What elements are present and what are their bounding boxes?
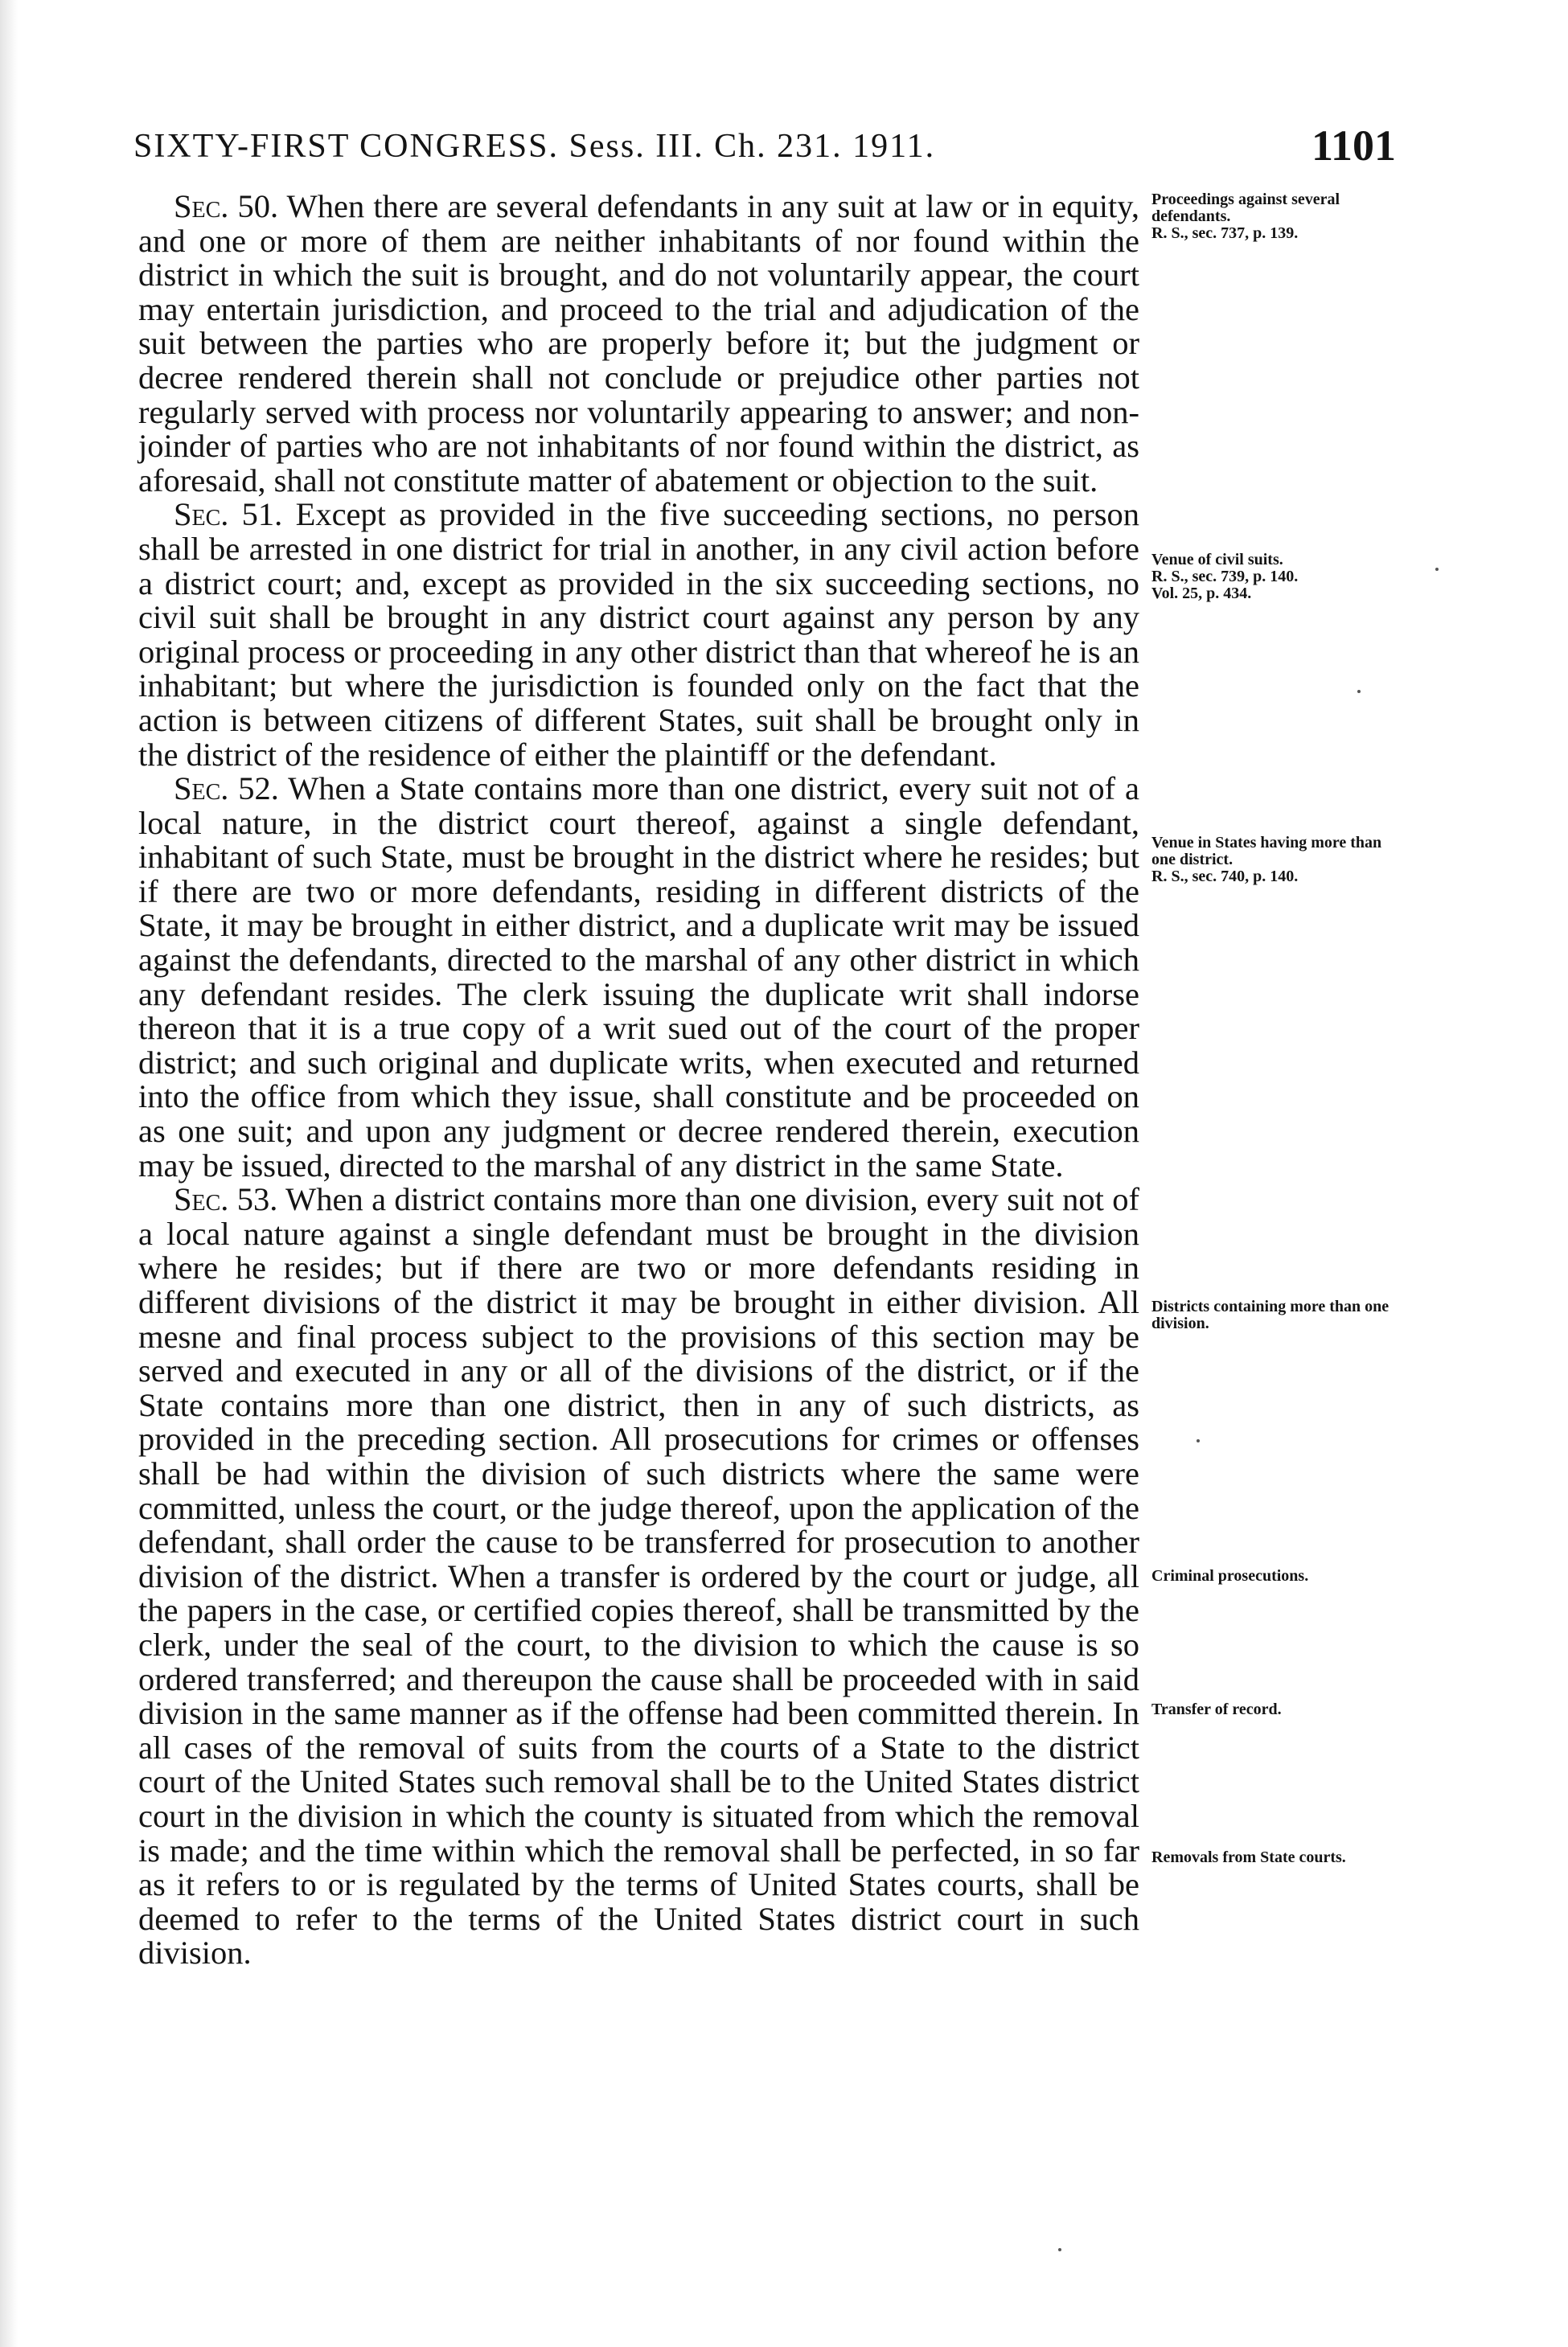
section-label: Sec. 53.: [174, 1181, 278, 1218]
section-52: [138, 772, 1139, 1183]
margin-note-citation: Vol. 25, p. 434.: [1151, 585, 1252, 602]
margin-note-citation: R. S., sec. 737, p. 139.: [1151, 224, 1299, 242]
margin-note-title: Criminal prosecutions.: [1151, 1567, 1309, 1585]
scan-speck: [1357, 690, 1361, 693]
margin-note-removals: [1151, 1849, 1407, 1866]
margin-note-citation: R. S., sec. 740, p. 140.: [1151, 868, 1299, 885]
margin-note-transfer: [1151, 1701, 1407, 1718]
section-51: [138, 498, 1139, 772]
running-head: SIXTY-FIRST CONGRESS. Sess. III. Ch. 231. 1911.: [133, 128, 936, 165]
margin-note-title: Venue in States having more than one district.: [1151, 834, 1382, 868]
margin-note-venue: [1151, 552, 1407, 602]
scan-speck: [1058, 2248, 1061, 2251]
statute-body: [138, 190, 1139, 1971]
margin-note-districts: [1151, 1299, 1407, 1332]
margin-note-venue-states: [1151, 835, 1407, 885]
page-number: 1101: [1311, 121, 1396, 170]
scan-speck: [1435, 568, 1439, 571]
margin-note-title: Districts containing more than one division.: [1151, 1298, 1389, 1332]
margin-note-title: Proceedings against several defendants.: [1151, 191, 1340, 225]
section-label: Sec. 50.: [174, 188, 279, 224]
margin-note-citation: R. S., sec. 739, p. 140.: [1151, 568, 1299, 585]
margin-note-title: Transfer of record.: [1151, 1701, 1282, 1718]
section-text: When a State contains more than one district, every suit not of a local nature, in the district court thereof, against a single defendant, inhabitant of such State, must be brought in the district where he resides; but if there are two or more defendants, residing in different districts of the State, it may be brought in either district, and a duplicate writ may be issued against the defendants, directed to the marshal of any other district in which any defendant resides. The clerk issuing the duplicate writ shall indorse thereon that it is a true copy of a writ sued out of the court of the proper district; and such original and duplicate writs, when executed and returned into the office from which they issue, shall constitute and be proceeded on as one suit; and upon any judgment or decree rendered therein, execution may be issued, directed to the marshal of any district in the same State.: [138, 770, 1139, 1184]
scan-shadow-edge: [0, 0, 18, 2347]
margin-note-title: Removals from State courts.: [1151, 1848, 1346, 1866]
scan-speck: [1197, 1439, 1200, 1442]
section-label: Sec. 51.: [174, 496, 283, 533]
section-text: Except as provided in the five succeeding sections, no person shall be arrested in one district for trial in another, in any civil action before a district court; and, except as provided in the six succeeding sections, no civil suit shall be brought in any district court against any person by any original process or proceeding in any other district than that whereof he is an inhabitant; but where the jurisdiction is founded only on the fact that the action is between citizens of different States, suit shall be brought only in the district of the residence of either the plaintiff or the defendant.: [138, 496, 1139, 773]
section-50: [138, 190, 1139, 498]
section-text: When there are several defendants in any suit at law or in equity, and one or more of them are neither inhabitants of nor found within the district in which the suit is brought, and do not voluntarily appear, the court may entertain jurisdiction, and proceed to the trial and adjudication of the suit between the parties who are properly before it; but the judgment or decree rendered therein shall not conclude or prejudice other parties not regularly served with process nor voluntarily appearing to answer; and non-joinder of parties who are not inhabitants of nor found within the district, as aforesaid, shall not constitute matter of abatement or objection to the suit.: [138, 188, 1139, 499]
margin-note-criminal: [1151, 1568, 1407, 1585]
margin-note-title: Venue of civil suits.: [1151, 551, 1283, 568]
section-label: Sec. 52.: [174, 770, 279, 807]
margin-note-proceedings: [1151, 191, 1407, 242]
page-header: [133, 121, 1396, 177]
section-53: [138, 1183, 1139, 1971]
section-text: When a district contains more than one division, every suit not of a local nature against a single defendant must be brought in the division where he resides; but if there are two or more defendants residing in different divisions of the district it may be brought in either division. All mesne and final process subject to the provisions of this section may be served and executed in any or all of the divisions of the district, or if the State contains more than one district, then in any of such districts, as provided in the preceding section. All prosecutions for crimes or offenses shall be had within the division of such districts where the same were committed, unless the court, or the judge thereof, upon the application of the defendant, shall order the cause to be transferred for prosecution to another division of the district. When a transfer is ordered by the court or judge, all the papers in the case, or certified copies thereof, shall be transmitted by the clerk, under the seal of the court, to the division to which the cause is so ordered transferred; and thereupon the cause shall be proceeded with in said division in the same manner as if the offense had been committed therein. In all cases of the removal of suits from the courts of a State to the district court of the United States such removal shall be to the United States district court in the division in which the county is situated from which the removal is made; and the time within which the removal shall be perfected, in so far as it refers to or is regulated by the terms of United States courts, shall be deemed to refer to the terms of the United States district court in such division.: [138, 1181, 1139, 1972]
